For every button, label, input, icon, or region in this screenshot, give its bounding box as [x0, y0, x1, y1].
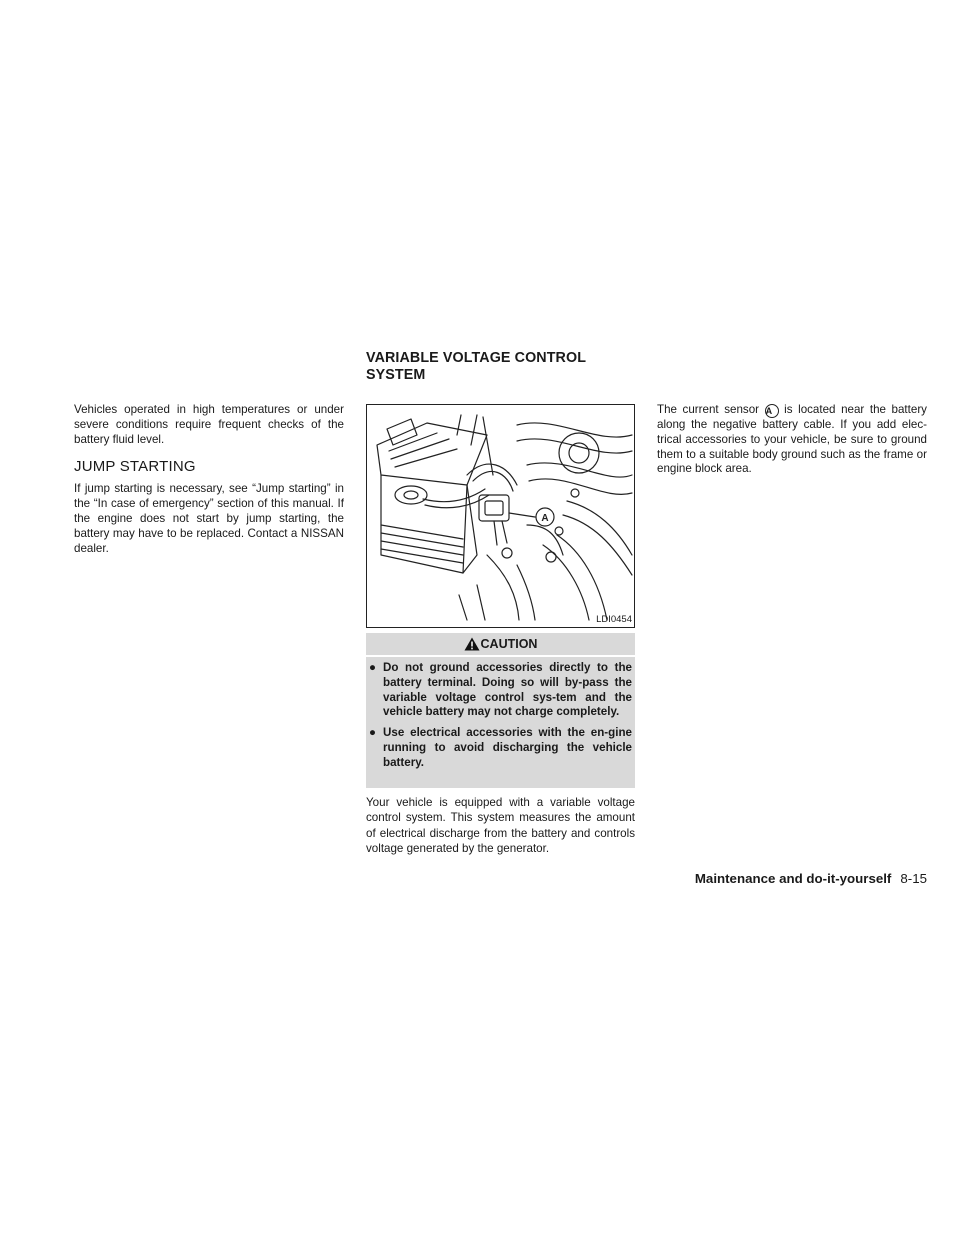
bullet-icon: ●	[369, 661, 377, 674]
caution-item-text: Use electrical accessories with the en-gine running to avoid discharging the vehicle battery.	[383, 726, 632, 769]
caution-item-text: Do not ground accessories directly to the battery terminal. Doing so will by-pass the variable voltage control sys-tem and the vehicle battery may not charge completely.	[383, 661, 632, 719]
battery-intro-paragraph: Vehicles operated in high temperatures or under severe conditions require frequent checks of the battery fluid level.	[74, 403, 344, 446]
section-title: VARIABLE VOLTAGE CONTROL SYSTEM	[366, 350, 586, 383]
current-sensor-text-start: The current sensor	[657, 403, 760, 416]
caution-list	[366, 657, 635, 771]
engine-bay-drawing	[367, 405, 634, 627]
sensor-callout-label: A	[541, 513, 549, 524]
variable-voltage-paragraph: Your vehicle is equipped with a variable voltage control system. This system measures the amount of electrical discharge from the battery and controls voltage generated by the generator.	[366, 796, 635, 855]
caution-title: CAUTION	[480, 637, 538, 651]
battery-sensor-illustration	[366, 404, 635, 628]
sensor-marker-a: A	[765, 404, 779, 418]
jump-starting-heading: JUMP STARTING	[74, 458, 196, 476]
caution-item	[369, 661, 632, 720]
caution-header	[366, 633, 635, 657]
jump-starting-paragraph: If jump starting is necessary, see “Jump starting” in the “In case of emergency” section of this manual. If the engine does not start by jump starting, the battery may have to be replaced. Contact a NISSAN dealer.	[74, 482, 344, 555]
page-number: 8-15	[900, 871, 927, 886]
figure-code: LDI0454	[596, 614, 632, 625]
bullet-icon: ●	[369, 726, 377, 740]
warning-triangle-icon	[464, 637, 480, 651]
page-footer	[695, 871, 927, 887]
caution-item	[369, 726, 632, 770]
left-column	[74, 403, 344, 556]
current-sensor-text-end: is located near the battery along the negative battery cable. If you add elec-trical accessories to your vehicle, be sure to ground them to a suitable body ground such as the frame or engine block area.	[657, 403, 927, 476]
caution-box	[366, 633, 635, 788]
footer-section-title: Maintenance and do-it-yourself	[694, 871, 892, 886]
current-sensor-paragraph	[657, 403, 927, 477]
